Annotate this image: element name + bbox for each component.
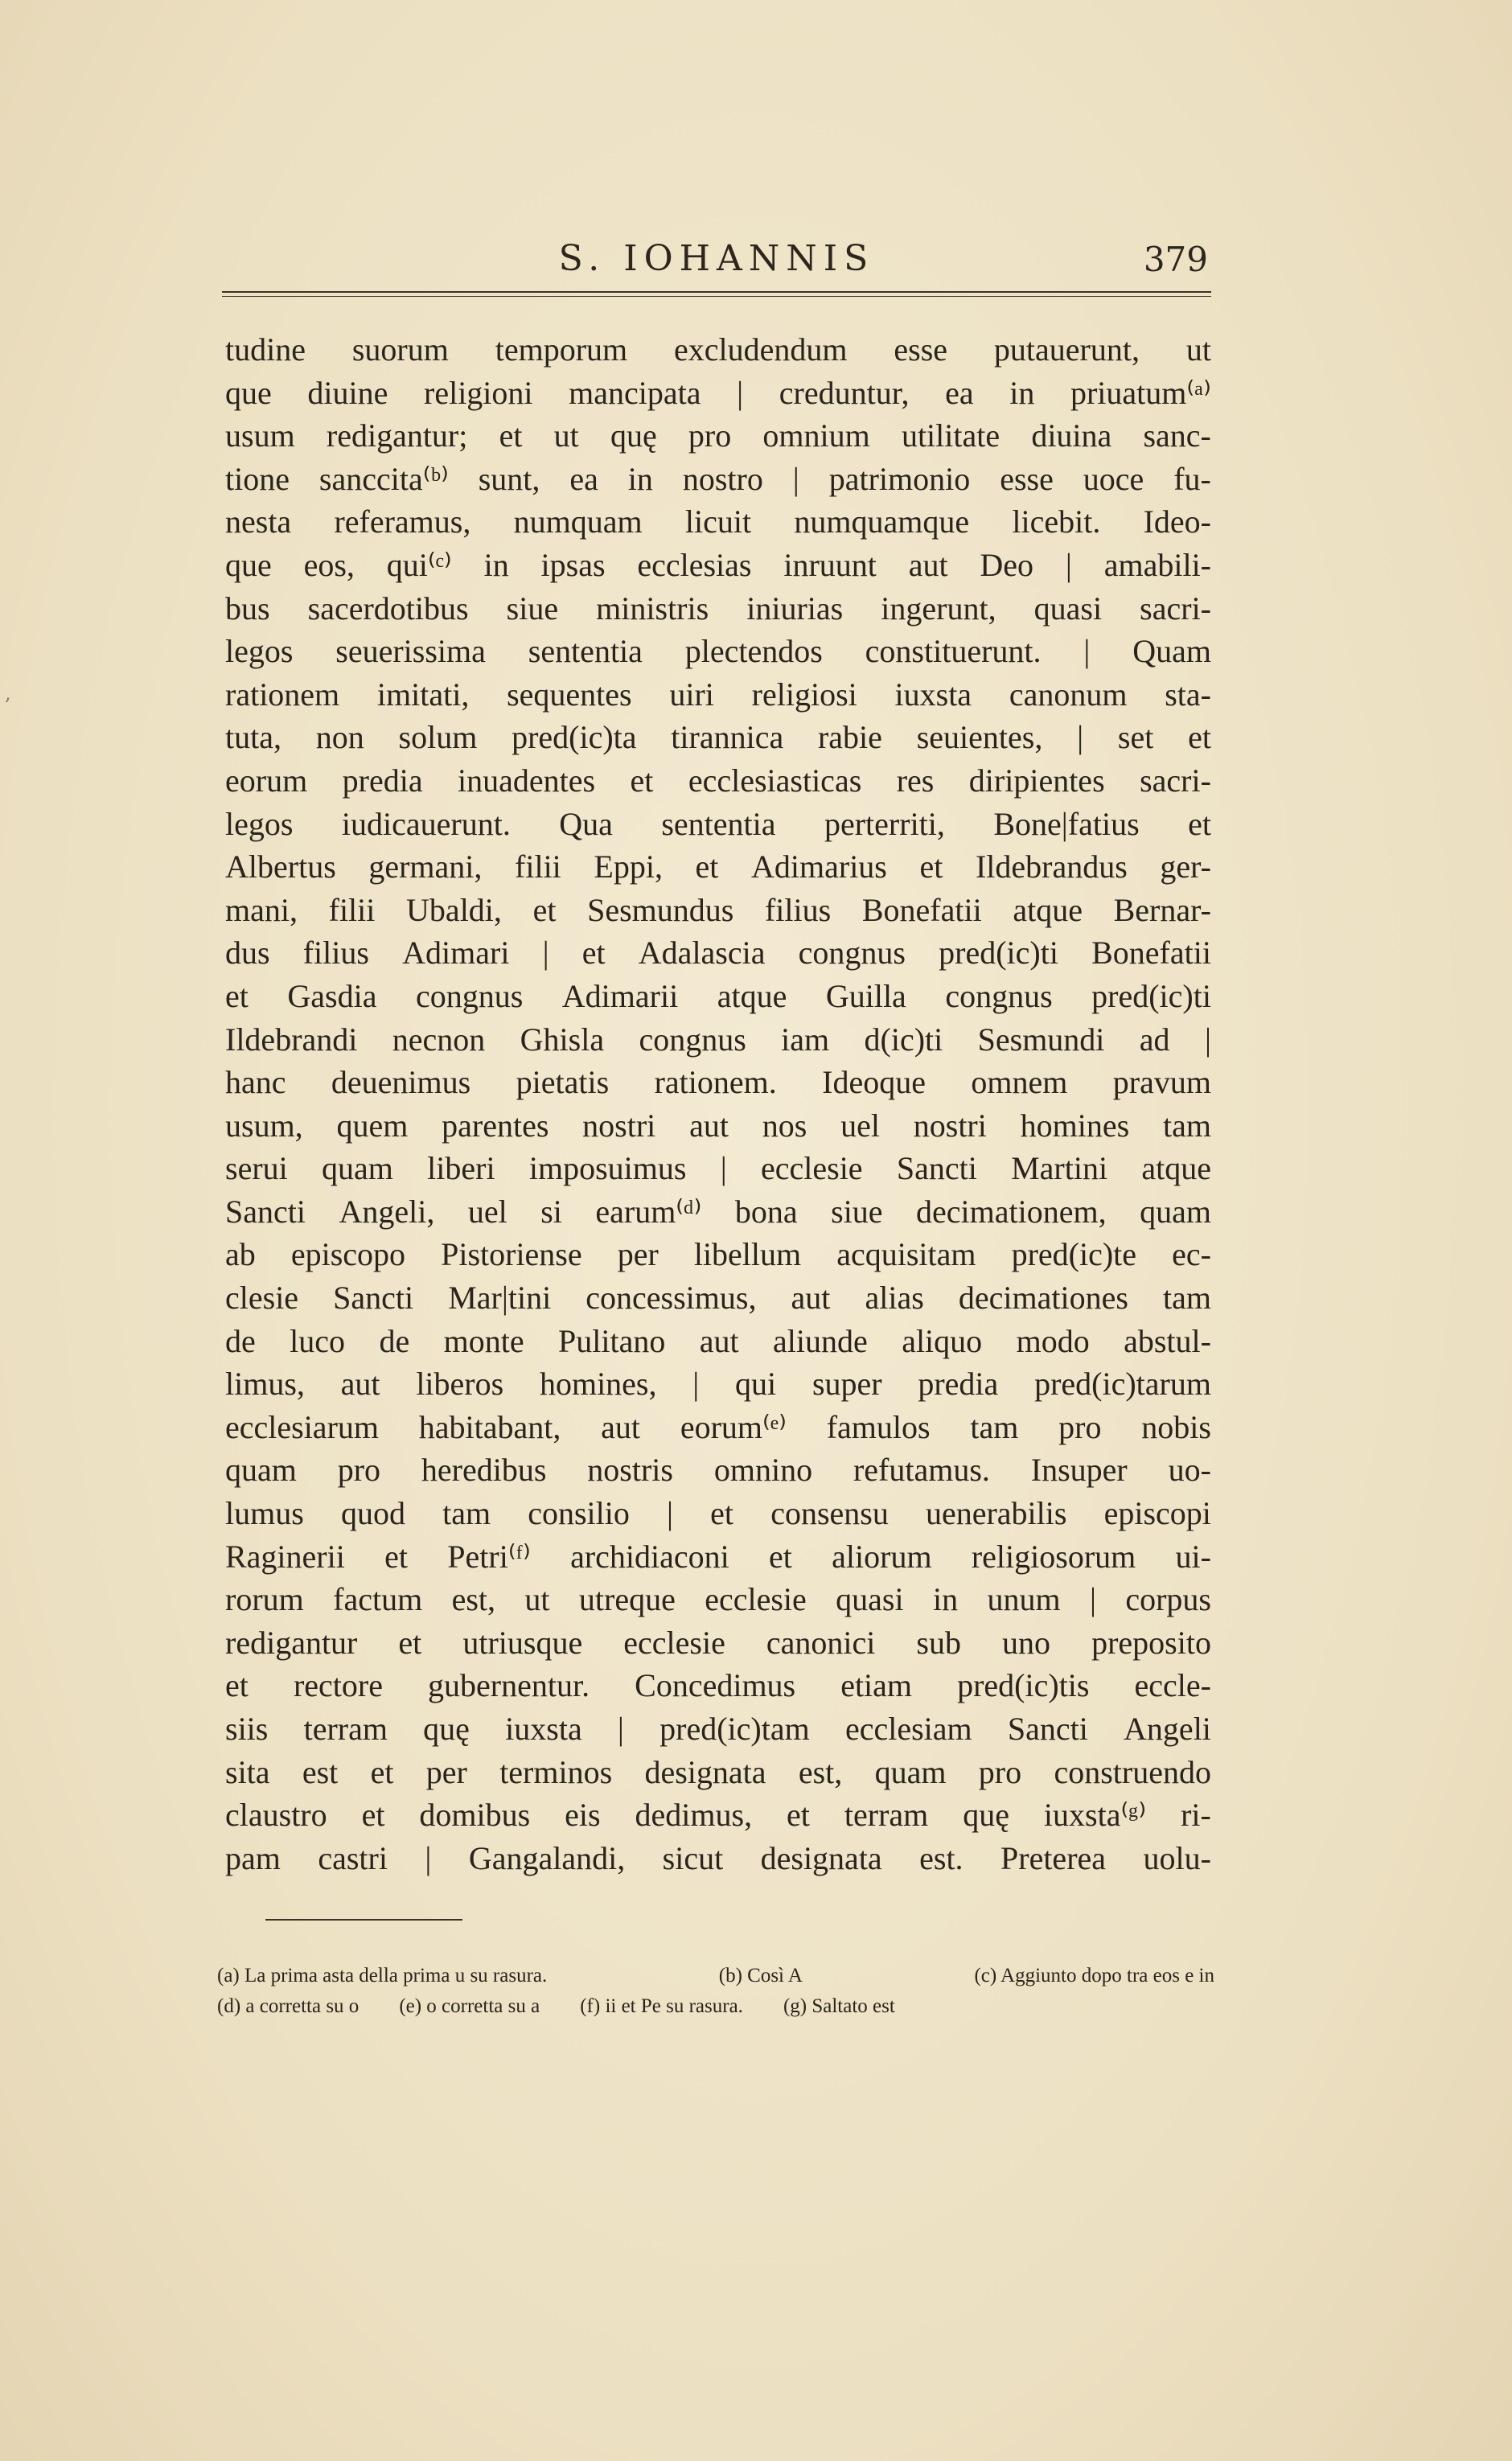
text-line: usum, quem parentes nostri aut nos uel nostri homines tam <box>225 1107 1211 1144</box>
footnotes <box>217 1961 1214 2022</box>
text-line: Albertus germani, filii Eppi, et Adimarius et Ildebrandus ger- <box>225 848 1211 885</box>
text-line: bus sacerdotibus siue ministris iniurias ingerunt, quasi sacri- <box>225 590 1211 627</box>
text-line: et Gasdia congnus Adimarii atque Guilla congnus pred(ic)ti <box>225 977 1211 1014</box>
footnote-e: (e) o corretta su a <box>399 1995 540 2017</box>
text-line: ab episcopo Pistoriense per libellum acquisitam pred(ic)te ec- <box>225 1236 1211 1273</box>
text-line: de luco de monte Pulitano aut aliunde aliquo modo abstul- <box>225 1322 1211 1359</box>
text-line: rorum factum est, ut utreque ecclesie quasi in unum | corpus <box>225 1581 1211 1618</box>
text-line: lumus quod tam consilio | et consensu uenerabilis episcopi <box>225 1495 1211 1532</box>
text-line: sita est et per terminos designata est, quam pro construendo <box>225 1753 1211 1790</box>
footnote-b: (b) Così A <box>718 1965 803 1986</box>
text-line: claustro et domibus eis dedimus, et terram quę iuxsta⁽ᵍ⁾ ri- <box>225 1797 1211 1834</box>
text-line: eorum predia inuadentes et ecclesiasticas res diripientes sacri- <box>225 762 1211 799</box>
text-line: redigantur et utriusque ecclesie canonici sub uno preposito <box>225 1624 1211 1661</box>
text-line: rationem imitati, sequentes uiri religiosi iuxsta canonum sta- <box>225 676 1211 713</box>
text-line: clesie Sancti Mar|tini concessimus, aut alias decimationes tam <box>225 1280 1211 1317</box>
text-line: legos iudicauerunt. Qua sententia perterriti, Bone|fatius et <box>225 805 1211 842</box>
text-line: ecclesiarum habitabant, aut eorum⁽ᵉ⁾ famulos tam pro nobis <box>225 1408 1211 1445</box>
running-title: S. IOHANNIS <box>558 238 875 279</box>
text-line: hanc deuenimus pietatis rationem. Ideoque omnem pravum <box>225 1064 1211 1101</box>
footnote-g: (g) Saltato est <box>783 1995 895 2017</box>
margin-mark: , <box>5 682 11 705</box>
text-line: et rectore gubernentur. Concedimus etiam pred(ic)tis eccle- <box>225 1667 1211 1704</box>
text-line: Ildebrandi necnon Ghisla congnus iam d(ic)ti Sesmundi ad | <box>225 1021 1211 1058</box>
footnote-d: (d) a corretta su o <box>217 1995 360 2017</box>
footnote-a: (a) La prima asta della prima u su rasura. <box>217 1965 548 1986</box>
footnote-c: (c) Aggiunto dopo tra eos e in <box>974 1965 1214 1986</box>
text-line: nesta referamus, numquam licuit numquamque licebit. Ideo- <box>225 503 1211 540</box>
text-line: que diuine religioni mancipata | creduntur, ea in priuatum⁽ᵃ⁾ <box>225 374 1211 411</box>
header-rule <box>222 291 1211 293</box>
text-line: dus filius Adimari | et Adalascia congnus pred(ic)ti Bonefatii <box>225 935 1211 972</box>
header-rule-thin <box>222 296 1211 297</box>
text-line: pam castri | Gangalandi, sicut designata est. Preterea uolu- <box>225 1839 1211 1876</box>
text-line: usum redigantur; et ut quę pro omnium utilitate diuina sanc- <box>225 417 1211 454</box>
text-line: legos seuerissima sententia plectendos constituerunt. | Quam <box>225 633 1211 670</box>
footnote-line-2 <box>217 1991 1214 2022</box>
running-head <box>222 238 1211 286</box>
text-line: Raginerii et Petri⁽ᶠ⁾ archidiaconi et aliorum religiosorum ui- <box>225 1538 1211 1575</box>
text-line: quam pro heredibus nostris omnino refutamus. Insuper uo- <box>225 1452 1211 1489</box>
footnote-rule <box>265 1919 462 1921</box>
body-text <box>225 328 1211 1880</box>
text-line: limus, aut liberos homines, | qui super predia pred(ic)tarum <box>225 1366 1211 1403</box>
text-line: mani, filii Ubaldi, et Sesmundus filius Bonefatii atque Bernar- <box>225 891 1211 928</box>
text-line: tuta, non solum pred(ic)ta tirannica rabie seuientes, | set et <box>225 719 1211 756</box>
text-line: serui quam liberi imposuimus | ecclesie Sancti Martini atque <box>225 1150 1211 1187</box>
page-number: 379 <box>1143 240 1208 279</box>
text-line: Sancti Angeli, uel si earum⁽ᵈ⁾ bona siue decimationem, quam <box>225 1193 1211 1230</box>
text-line: tione sanccita⁽ᵇ⁾ sunt, ea in nostro | patrimonio esse uoce fu- <box>225 460 1211 497</box>
footnote-line-1 <box>217 1961 1214 1991</box>
text-line: tudine suorum temporum excludendum esse putauerunt, ut <box>225 331 1211 368</box>
text-line: que eos, qui⁽ᶜ⁾ in ipsas ecclesias inruunt aut Deo | amabili- <box>225 546 1211 583</box>
text-line: siis terram quę iuxsta | pred(ic)tam ecclesiam Sancti Angeli <box>225 1711 1211 1747</box>
footnote-f: (f) ii et Pe su rasura. <box>580 1995 743 2017</box>
